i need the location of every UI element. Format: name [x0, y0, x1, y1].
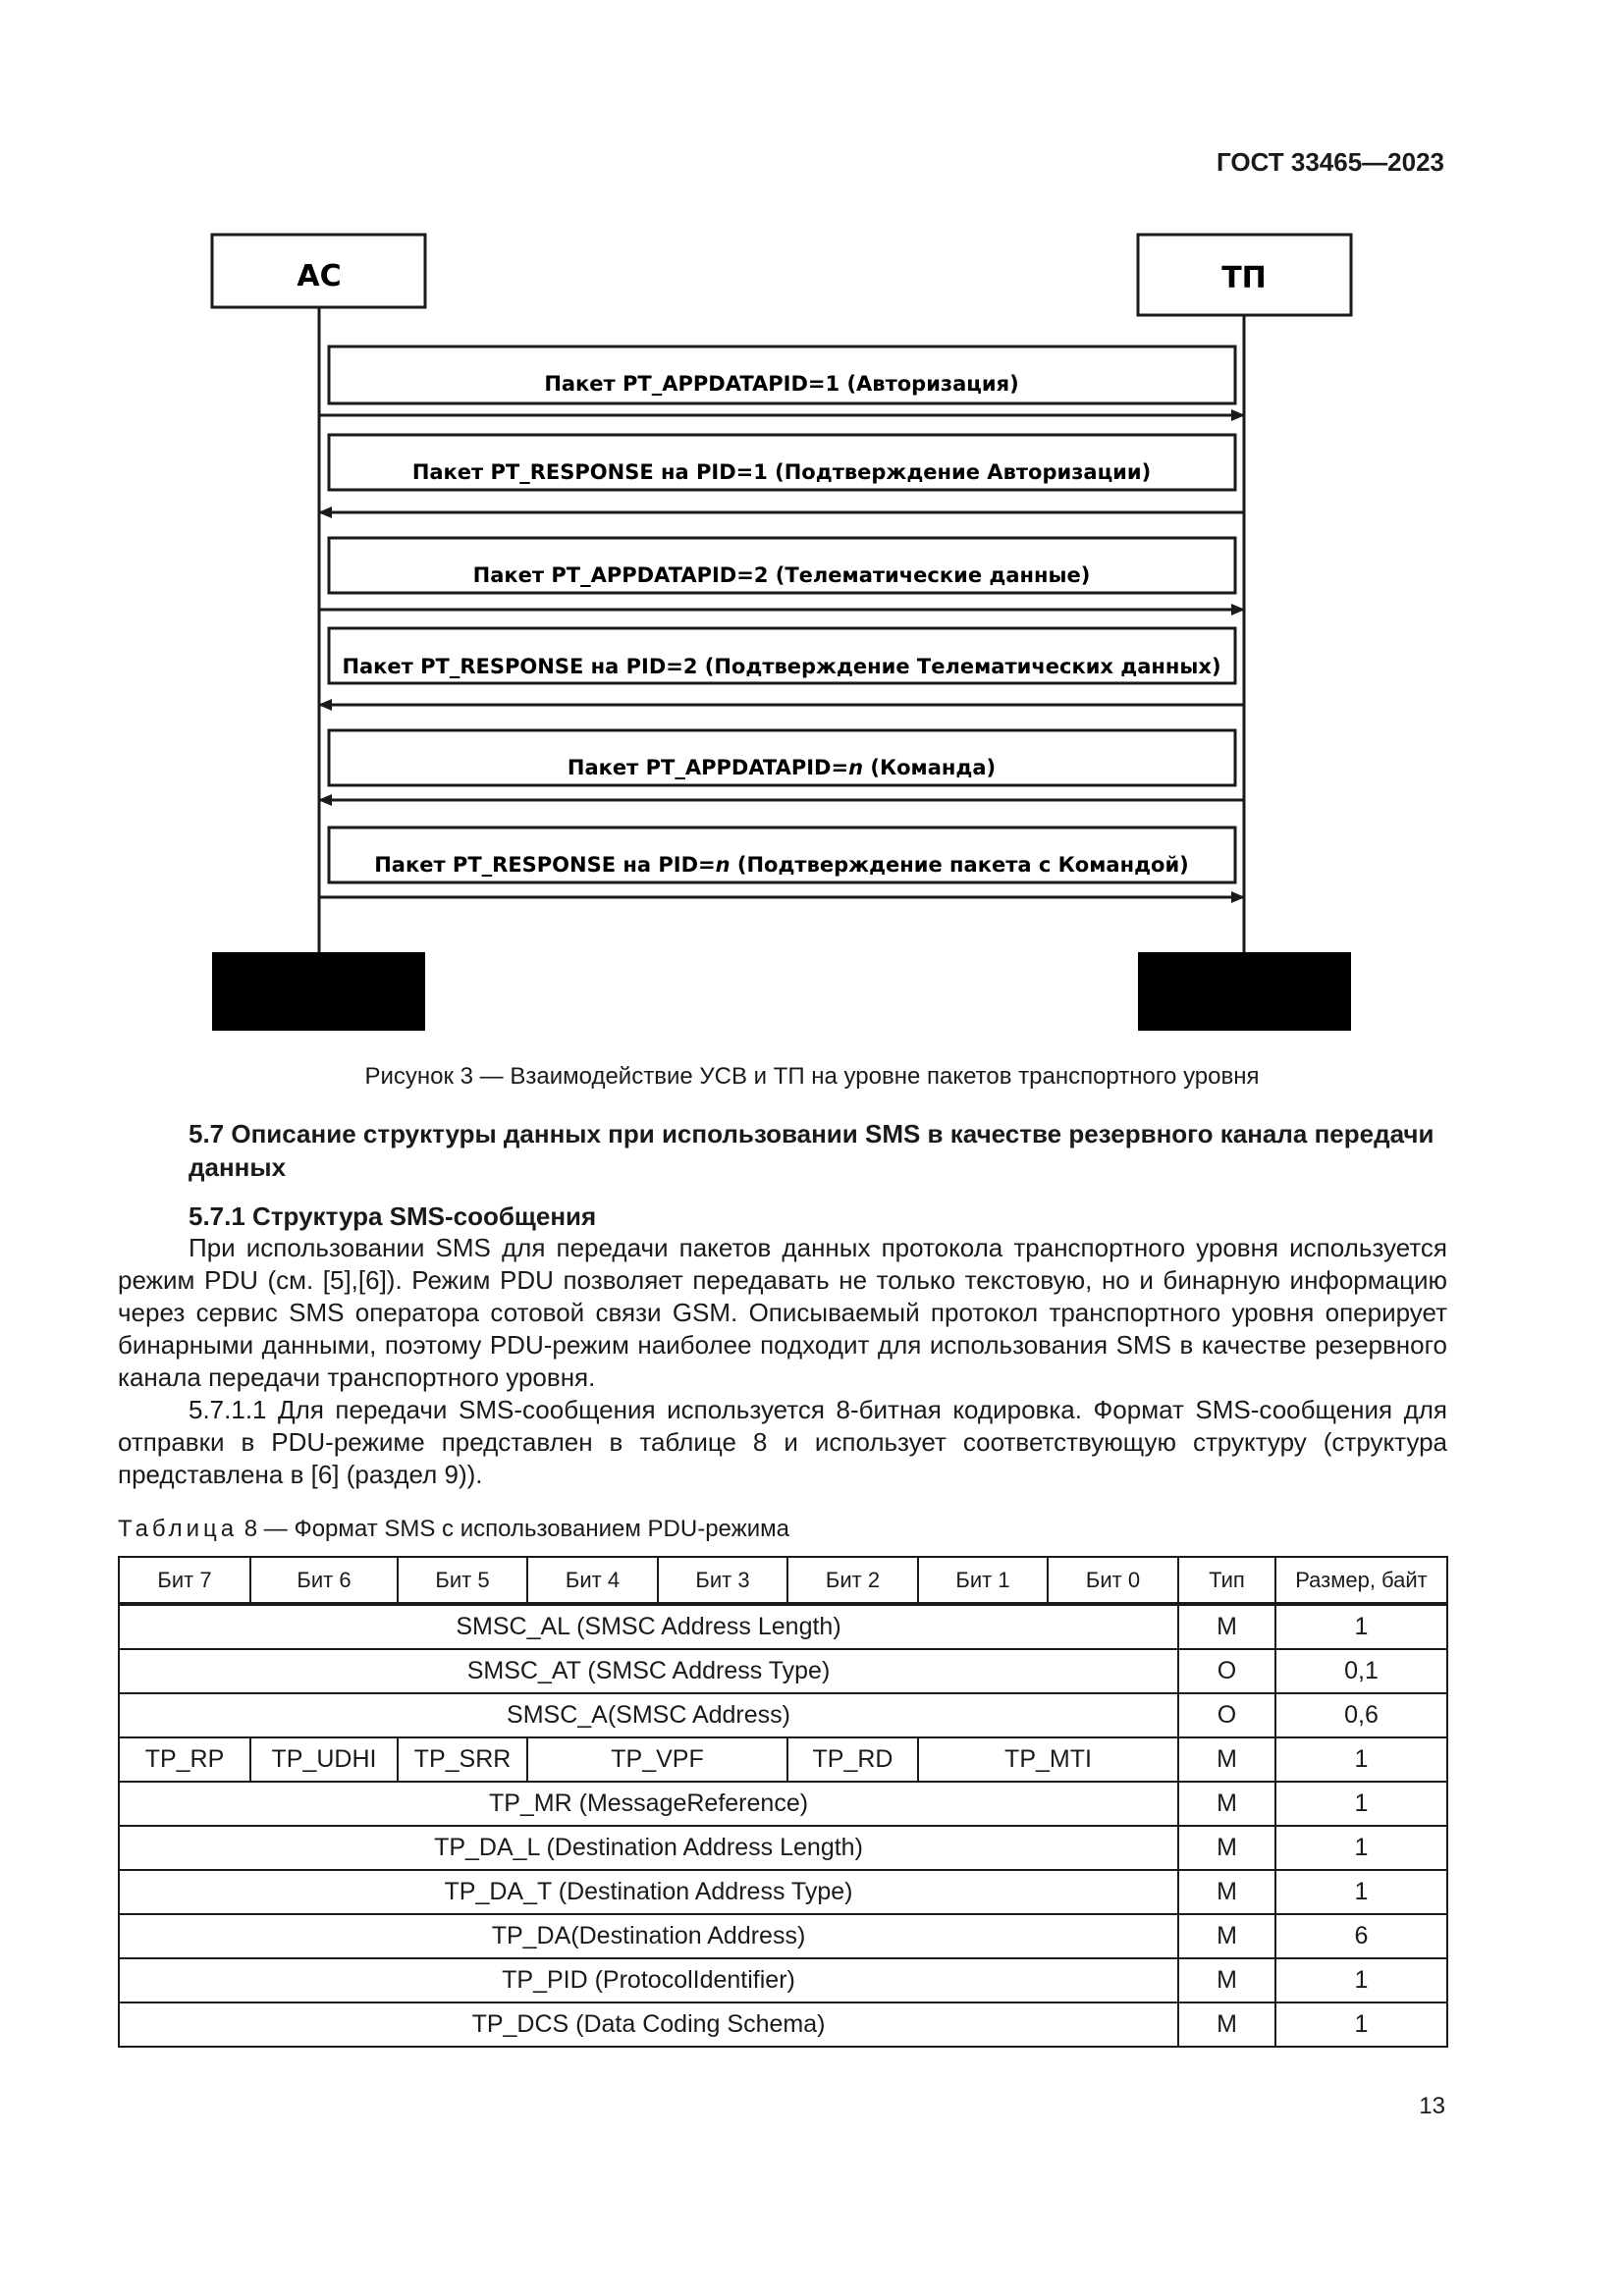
document-header: ГОСТ 33465—2023 [1217, 147, 1444, 177]
header-cell: Бит 1 [918, 1557, 1048, 1604]
sequence-diagram [0, 0, 1624, 1050]
message-label-post: (Команда) [863, 756, 997, 779]
field-cell: SMSC_A(SMSC Address) [119, 1693, 1178, 1737]
header-cell: Тип [1178, 1557, 1275, 1604]
type-cell: M [1178, 2002, 1275, 2047]
table-row [119, 2002, 1447, 2047]
field-cell: TP_DA_T (Destination Address Type) [119, 1870, 1178, 1914]
type-cell: M [1178, 1914, 1275, 1958]
header-cell: Бит 6 [250, 1557, 398, 1604]
message-label: Пакет PT_APPDATAPID=1 (Авторизация) [544, 372, 1019, 396]
size-cell: 1 [1275, 1870, 1447, 1914]
bit-field-cell: TP_RD [787, 1737, 918, 1782]
size-cell: 1 [1275, 2002, 1447, 2047]
size-cell: 1 [1275, 1826, 1447, 1870]
bit-field-cell: TP_SRR [398, 1737, 527, 1782]
table-row [119, 1914, 1447, 1958]
lifeline-end-right [1138, 952, 1351, 1031]
table-title [118, 1516, 789, 1543]
type-cell: M [1178, 1870, 1275, 1914]
size-cell: 0,6 [1275, 1693, 1447, 1737]
field-cell: SMSC_AT (SMSC Address Type) [119, 1649, 1178, 1693]
field-cell: TP_MR (MessageReference) [119, 1782, 1178, 1826]
table-row [119, 1693, 1447, 1737]
table-title-rest: 8 — Формат SMS с использованием PDU-режима [238, 1516, 789, 1542]
size-cell: 1 [1275, 1782, 1447, 1826]
size-cell: 1 [1275, 1958, 1447, 2002]
message-label-post: (Подтверждение пакета с Командой) [730, 853, 1189, 877]
field-cell: TP_DCS (Data Coding Schema) [119, 2002, 1178, 2047]
type-cell: M [1178, 1604, 1275, 1649]
page-number: 13 [1419, 2093, 1445, 2119]
paragraph: При использовании SMS для передачи пакетов данных протокола транспортного уровня используется режим PDU (см. [5],[6]). Режим PDU позволяет передавать не только текстовую, но и бинарную информацию через сервис SMS оператора сотовой связи GSM. Описываемый протокол транспортного уровня оперирует бинарными данными, поэтому PDU-режим наиболее подходит для использования SMS в качестве резервного канала передачи транспортного уровня. [118, 1233, 1447, 1392]
lifeline-end-left [212, 952, 425, 1031]
message-label [374, 853, 1189, 877]
header-cell: Бит 0 [1048, 1557, 1178, 1604]
table-row [119, 1870, 1447, 1914]
type-cell: O [1178, 1649, 1275, 1693]
message-label-pre: Пакет PT_RESPONSE на PID= [374, 853, 716, 877]
bit-field-cell: TP_UDHI [250, 1737, 398, 1782]
header-cell: Бит 7 [119, 1557, 250, 1604]
table-row [119, 1782, 1447, 1826]
table-row [119, 1958, 1447, 2002]
message-label: Пакет PT_APPDATAPID=2 (Телематические данные) [472, 563, 1091, 587]
field-cell: TP_DA_L (Destination Address Length) [119, 1826, 1178, 1870]
figure-caption: Рисунок 3 — Взаимодействие УСВ и ТП на уровне пакетов транспортного уровня [364, 1063, 1260, 1090]
table-row [119, 1604, 1447, 1649]
paragraph: 5.7.1.1 Для передачи SMS-сообщения используется 8-битная кодировка. Формат SMS-сообщения для отправки в PDU-режиме представлен в таблице 8 и использует соответствующую структуру (структура представлена в [6] (раздел 9)). [118, 1395, 1447, 1489]
field-cell: TP_PID (ProtocolIdentifier) [119, 1958, 1178, 2002]
type-cell: M [1178, 1826, 1275, 1870]
table-row [119, 1649, 1447, 1693]
field-cell: SMSC_AL (SMSC Address Length) [119, 1604, 1178, 1649]
message-label: Пакет PT_RESPONSE на PID=2 (Подтверждение Телематических данных) [342, 655, 1221, 678]
size-cell: 1 [1275, 1737, 1447, 1782]
table-row [119, 1826, 1447, 1870]
type-cell: O [1178, 1693, 1275, 1737]
section-heading-5-7-1: 5.7.1 Структура SMS-сообщения [189, 1201, 597, 1231]
message-label: Пакет PT_RESPONSE на PID=1 (Подтверждение Авторизации) [411, 460, 1152, 484]
header-cell: Бит 2 [787, 1557, 918, 1604]
header-cell: Бит 3 [658, 1557, 787, 1604]
type-cell: M [1178, 1958, 1275, 2002]
message-label-var: n [848, 756, 864, 779]
field-cell: TP_DA(Destination Address) [119, 1914, 1178, 1958]
size-cell: 1 [1275, 1604, 1447, 1649]
table-title-prefix: Таблица [118, 1516, 239, 1542]
entity-label-left: АС [297, 259, 342, 294]
size-cell: 6 [1275, 1914, 1447, 1958]
section-heading-5-7: 5.7 Описание структуры данных при использовании SMS в качестве резервного канала передачи данных [189, 1119, 1435, 1182]
header-cell: Бит 5 [398, 1557, 527, 1604]
bit-field-cell: TP_VPF [527, 1737, 787, 1782]
table-row [119, 1737, 1447, 1782]
message-label [568, 756, 996, 779]
size-cell: 0,1 [1275, 1649, 1447, 1693]
bit-field-cell: TP_MTI [918, 1737, 1178, 1782]
table-header-row [119, 1557, 1447, 1604]
bit-field-cell: TP_RP [119, 1737, 250, 1782]
message-label-pre: Пакет PT_APPDATAPID= [567, 756, 849, 779]
entity-label-right: ТП [1221, 261, 1267, 295]
sms-format-table [118, 1556, 1448, 2048]
type-cell: M [1178, 1737, 1275, 1782]
message-label-var: n [715, 853, 731, 877]
type-cell: M [1178, 1782, 1275, 1826]
header-cell: Размер, байт [1275, 1557, 1447, 1604]
header-cell: Бит 4 [527, 1557, 658, 1604]
